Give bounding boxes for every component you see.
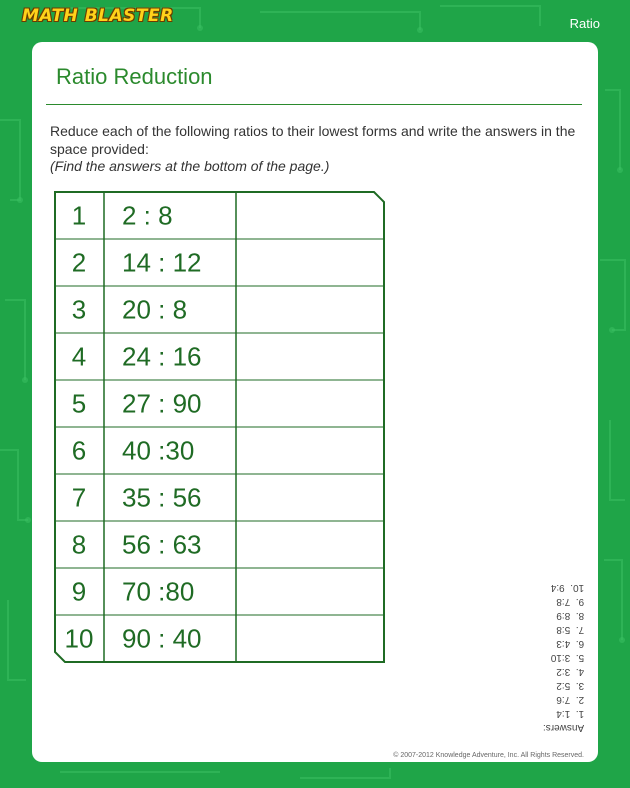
answer-blank[interactable] (238, 241, 380, 284)
answer-item: 1. 1:4 (556, 708, 584, 719)
problem-ratio: 14 : 12 (122, 247, 202, 278)
problem-ratio: 20 : 8 (122, 294, 188, 325)
answer-item: 10. 9:4 (550, 582, 584, 593)
answer-blank[interactable] (238, 382, 380, 425)
problem-number: 6 (71, 435, 87, 466)
answer-blank[interactable] (238, 288, 380, 331)
answer-item: 7. 5:8 (556, 624, 584, 635)
answer-blank[interactable] (238, 523, 380, 566)
answer-blank[interactable] (238, 476, 380, 519)
answer-key-heading: Answers: (542, 722, 584, 733)
problem-number: 7 (71, 482, 87, 513)
answer-item: 5. 3:10 (550, 652, 584, 663)
problem-ratio: 90 : 40 (122, 623, 202, 654)
copyright-text: © 2007-2012 Knowledge Adventure, Inc. All Rights Reserved. (393, 752, 584, 759)
answer-item: 8. 8:9 (556, 610, 584, 621)
topic-label: Ratio (569, 16, 600, 31)
problem-number: 9 (71, 576, 87, 607)
problem-ratio: 40 :30 (122, 435, 195, 466)
instructions-text: Reduce each of the following ratios to their lowest forms and write the answers in the space provided: (50, 123, 576, 157)
problem-number: 4 (71, 341, 87, 372)
title-divider (46, 104, 582, 105)
answer-item: 9. 7:8 (556, 596, 584, 607)
ratio-problems-table (54, 191, 386, 677)
math-blaster-logo[interactable]: MATH BLASTER (22, 6, 174, 26)
answer-blank[interactable] (238, 335, 380, 378)
answer-blank[interactable] (238, 429, 380, 472)
problem-ratio: 35 : 56 (122, 482, 202, 513)
problem-number: 5 (71, 388, 87, 419)
problem-number: 10 (64, 623, 94, 654)
page-title: Ratio Reduction (56, 64, 213, 89)
answer-blank[interactable] (238, 617, 380, 660)
answer-item: 3. 5:2 (556, 680, 584, 691)
worksheet-card (32, 42, 598, 762)
problem-ratio: 24 : 16 (122, 341, 202, 372)
problem-ratio: 70 :80 (122, 576, 195, 607)
problem-ratio: 27 : 90 (122, 388, 202, 419)
answer-item: 2. 7:6 (556, 694, 584, 705)
answer-blank[interactable] (238, 570, 380, 613)
hint-text: (Find the answers at the bottom of the page.) (50, 158, 330, 174)
answer-item: 4. 3:2 (556, 666, 584, 677)
problem-ratio: 56 : 63 (122, 529, 202, 560)
problem-number: 8 (71, 529, 87, 560)
answer-key (543, 580, 584, 734)
problem-number: 1 (71, 200, 87, 231)
problem-number: 2 (71, 247, 87, 278)
problem-ratio: 2 : 8 (122, 200, 173, 231)
answer-item: 6. 4:3 (556, 638, 584, 649)
problem-number: 3 (71, 294, 87, 325)
answer-blank[interactable] (238, 194, 380, 237)
